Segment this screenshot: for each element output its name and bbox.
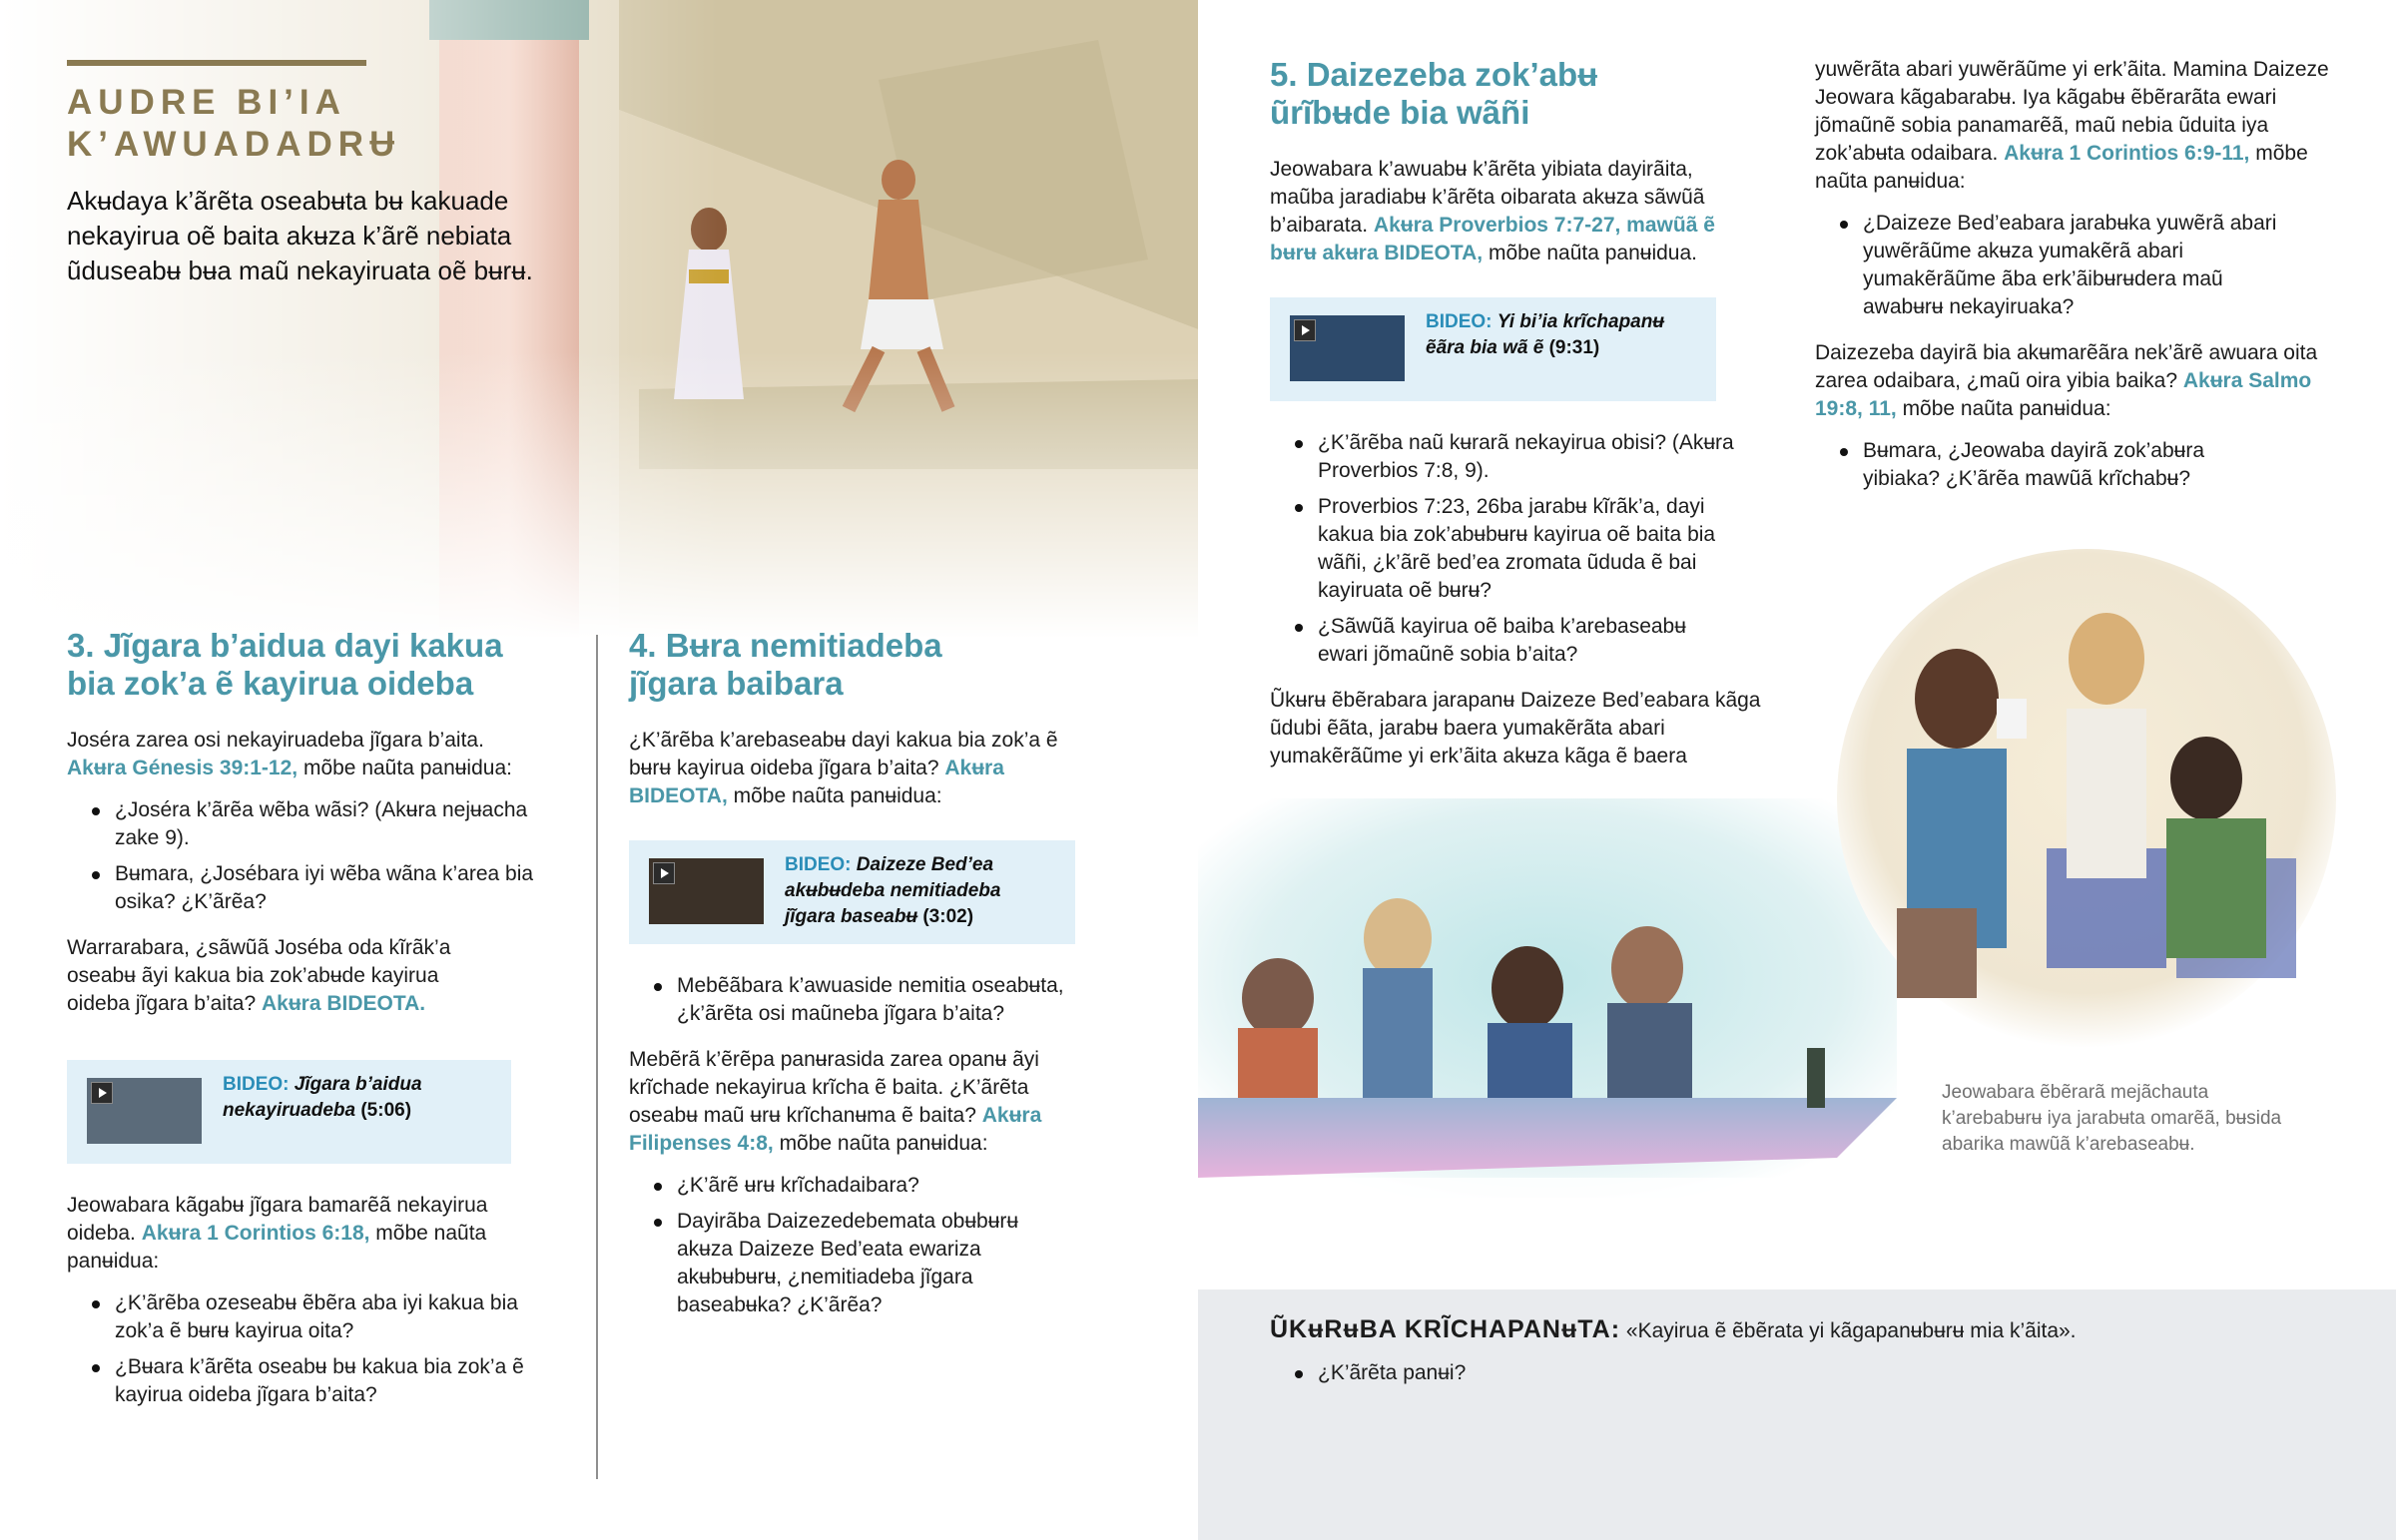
question-item: ¿K’ãrẽba ozeseabʉ ẽbẽra aba iyi kakua bia zok’a ẽ bʉrʉ kayirua oita? [67,1289,526,1345]
intro-text: Akʉdaya k’ãrẽta oseabʉta bʉ kakuade nekayirua oẽ baita akʉza k’ãrẽ nebiata ũduseabʉ bʉa maũ nekayiruata oẽ bʉrʉ. [67,186,533,285]
section-4-heading-line2: jĩgara baibara [629,665,844,702]
section-4-para2 [629,1046,1088,1158]
play-icon [653,862,675,884]
para-text: mõbe naũta panʉidua: [727,784,942,807]
question-item: ¿Sãwũã kayirua oẽ baiba k’arebaseabʉ ewari jõmaũnẽ sobia b’aita? [1270,613,1739,669]
section-3-heading-line2: bia zok’a ẽ kayirua oideba [67,665,474,702]
video-thumbnail [1290,315,1405,381]
section-3-para1 [67,727,566,782]
section-5-heading-line2: ũrĩbʉde bia wãñi [1270,94,1530,131]
video-label [223,1072,492,1124]
para-text: ¿K’ãrẽba k’arebaseabʉ dayi kakua bia zok’a ẽ bʉrʉ kayirua oideba jĩgara b’aita? [629,729,1058,779]
section-3-para3 [67,1192,546,1276]
scripture-link[interactable]: Akʉra Salmo 19:8, 11, [1815,369,2312,420]
play-icon [91,1082,113,1104]
para-text: Mebẽrã k’ẽrẽpa panʉrasida zarea opanʉ ãyi krĩchade nekayirua krĩcha ẽ baita. ¿K’ãrẽta oseabʉ maũ ʉrʉ krĩchanʉma ẽ baita? [629,1048,1039,1127]
section-3-para2 [67,934,506,1018]
scripture-link[interactable]: Akʉra Proverbios 7:7-27, mawũã ẽ bʉrʉ akʉra BIDEOTA, [1270,214,1715,264]
para-text: mõbe naũta panʉidua: [1896,397,2111,420]
section-3-questions-2 [67,1289,526,1409]
para-text: Jeowabara kãgabʉ jĩgara bamarẽã nekayirua oideba. [67,1194,488,1245]
scripture-link[interactable]: Akʉra 1 Corintios 6:9-11, [2004,142,2250,165]
question-item: Dayirãba Daizezedebemata obʉbʉrʉ akʉza Daizeze Bed’eata ewariza akʉbʉbʉrʉ, ¿nemitiadeba jĩgara baseabʉka? ¿K’ãrẽa? [629,1208,1068,1319]
section-5-col2-questions-2 [1815,437,2254,493]
question-item: ¿K’ãrẽ ʉrʉ krĩchadaibara? [629,1172,1068,1200]
video-link[interactable]: Akʉra BIDEOTA, [629,757,1004,807]
title-rule [67,60,366,66]
para-text: mõbe naũta panʉidua: [1815,142,2308,193]
video-title: Daizeze Bed’ea akʉbʉdeba nemitiadeba jĩgara baseabʉ [785,854,1001,927]
section-3-questions-1 [67,796,566,916]
section-5-part2 [1270,429,1769,770]
question-item: ¿Daizeze Bed’eabara jarabʉka yuwẽrã abari yuwẽrãũme akʉza yumakẽrã abari yumakẽrãũme ãba erk’ãibʉrʉdera maũ awabʉrʉ nekayiruaka? [1815,210,2284,321]
section-5-para1 [1270,156,1759,267]
question-item: ¿Bʉara k’ãrẽta oseabʉ bʉ kakua bia zok’a ẽ kayirua oideba jĩgara b’aita? [67,1353,526,1409]
section-3-heading [67,627,566,703]
question-item: Bʉmara, ¿Josébara iyi wẽba wãna k’area bia osika? ¿K’ãrẽa? [67,860,566,916]
section-5-col2-questions-1 [1815,210,2284,321]
play-icon [1294,319,1316,341]
video-thumbnail [87,1078,202,1144]
video-tag: BIDEO: [785,854,852,875]
scripture-link[interactable]: Akʉra Filipenses 4:8, [629,1104,1042,1155]
section-3 [67,627,566,1018]
footer-quote: «Kayirua ẽ ẽbẽrata yi kãgapanʉbʉrʉ mia k’ãita». [1625,1319,2077,1342]
section-5-heading-line1: 5. Daizezeba zok’abʉ [1270,56,1598,93]
para-text: mõbe naũta panʉidua: [67,1222,487,1273]
footer-questions [1270,1359,1466,1395]
video-tag: BIDEO: [223,1074,290,1095]
bar-scene-illustration [1198,798,1897,1198]
video-link[interactable]: Akʉra BIDEOTA. [261,992,426,1015]
question-item: Proverbios 7:23, 26ba jarabʉ kĩrãk’a, dayi kakua bia zok’abʉbʉrʉ kayirua oẽ baita bia wãñi, ¿k’ãrẽ bed’ea zromata ũduda ẽ bai kayiruata oẽ bʉrʉ? [1270,493,1739,605]
para-text: Joséra zarea osi nekayiruadeba jĩgara b’aita. [67,729,484,752]
page-title [67,82,400,166]
congregation-friends-image [1797,549,2341,1058]
meeting-illustration [1797,549,2341,1058]
para-text: Daizezeba dayirã bia akʉmarẽãra nek’ãrẽ awuara oita zarea odaibara, ¿maũ oira yibia baika? [1815,341,2318,392]
video-tag: BIDEO: [1426,311,1493,332]
question-item: Mebẽãbara k’awuaside nemitia oseabʉta, ¿k’ãrẽta osi maũneba jĩgara b’aita? [629,972,1098,1028]
section-4-part2 [629,972,1108,1327]
section-5-questions-1 [1270,429,1739,669]
section-3-part2 [67,1192,546,1417]
section-3-heading-line1: 3. Jĩgara b’aidua dayi kakua [67,627,503,664]
section-5-col2-para1 [1815,56,2334,196]
video-thumbnail [649,858,764,924]
video-card-section4[interactable] [629,840,1075,944]
question-item: ¿Joséra k’ãrẽa wẽba wãsi? (Akʉra nejʉacha zake 9). [67,796,566,852]
question-item: ¿K’ãrẽba naũ kʉrarã nekayirua obisi? (Akʉra Proverbios 7:8, 9). [1270,429,1739,485]
image-caption: Jeowabara ẽbẽrarã mejãchauta k’arebabʉrʉ iya jarabʉta omarẽã, bʉsida abarika mawũã k’arebaseabʉ. [1942,1082,2282,1155]
section-5-col2 [1815,56,2334,501]
section-5-heading [1270,56,1769,132]
section-5-col2-para2 [1815,339,2334,423]
video-label [1426,309,1695,361]
section-5 [1270,56,1769,267]
video-title: Jĩgara b’aidua nekayiruadeba [223,1074,422,1121]
section-4 [629,627,1108,810]
video-duration: (9:31) [1548,337,1600,358]
section-5-para2: Ũkʉrʉ ẽbẽrabara jarapanʉ Daizeze Bed’eabara kãga ũdubi ẽãta, jarabʉ baera yumakẽrãta abari yumakẽrãũme yi erk’ãita akʉza kãga ẽ baera [1270,689,1761,768]
section-4-questions-1 [629,972,1098,1028]
section-4-questions-2 [629,1172,1068,1319]
footer-question [1270,1315,2368,1345]
para-text: Jeowabara k’awuabʉ k’ãrẽta yibiata dayirãita, maũba jaradiabʉ k’ãrẽta oibarata akʉza sãwũã b’aibarata. [1270,158,1705,237]
video-duration: (5:06) [360,1100,412,1121]
page-title-line1: AUDRE BI’IA [67,83,346,122]
question-item: ¿K’ãrẽta panʉi? [1270,1359,1466,1387]
para-text: mõbe naũta panʉidua: [773,1132,988,1155]
video-title: Yi bi’ia krĩchapanʉ ẽãra bia wã ẽ [1426,311,1664,358]
scripture-link[interactable]: Akʉra Génesis 39:1-12, [67,757,299,779]
video-card-section3[interactable] [67,1060,511,1164]
section-4-para1 [629,727,1068,810]
video-duration: (3:02) [922,906,974,927]
para-text: yuwẽrãta abari yuwẽrãũme yi erk’ãita. Mamina Daizeze Jeowara kãgabarabʉ. Iya kãgabʉ ẽbẽrarãta ewari jõmaũnẽ sobia panamarẽã, maũ nebia ũduita iya zok’abʉta odaibara. [1815,58,2329,165]
discussion-footer [1198,1289,2396,1540]
para-text: Warrarabara, ¿sãwũã Joséba oda kĩrãk’a oseabʉ ãyi kakua bia zok’abʉde kayirua oideba jĩgara b’aita? [67,936,451,1015]
scripture-link[interactable]: Akʉra 1 Corintios 6:18, [141,1222,370,1245]
page-title-line2: K’AWUADADRɄ [67,125,401,164]
para-text: mõbe naũta panʉidua. [1483,242,1697,264]
section-4-heading-line1: 4. Bʉra nemitiadeba [629,627,942,664]
footer-label: ŨKʉRʉBA KRĨCHAPANʉTA: [1270,1315,1621,1343]
section-4-heading [629,627,1108,703]
column-divider [596,635,598,1479]
question-item: Bʉmara, ¿Jeowaba dayirã zok’abʉra yibiaka? ¿K’ãrẽa mawũã krĩchabʉ? [1815,437,2254,493]
video-label [785,852,1054,930]
para-text: mõbe naũta panʉidua: [298,757,512,779]
video-card-section5[interactable] [1270,297,1716,401]
bar-scene-image [1198,798,1897,1198]
